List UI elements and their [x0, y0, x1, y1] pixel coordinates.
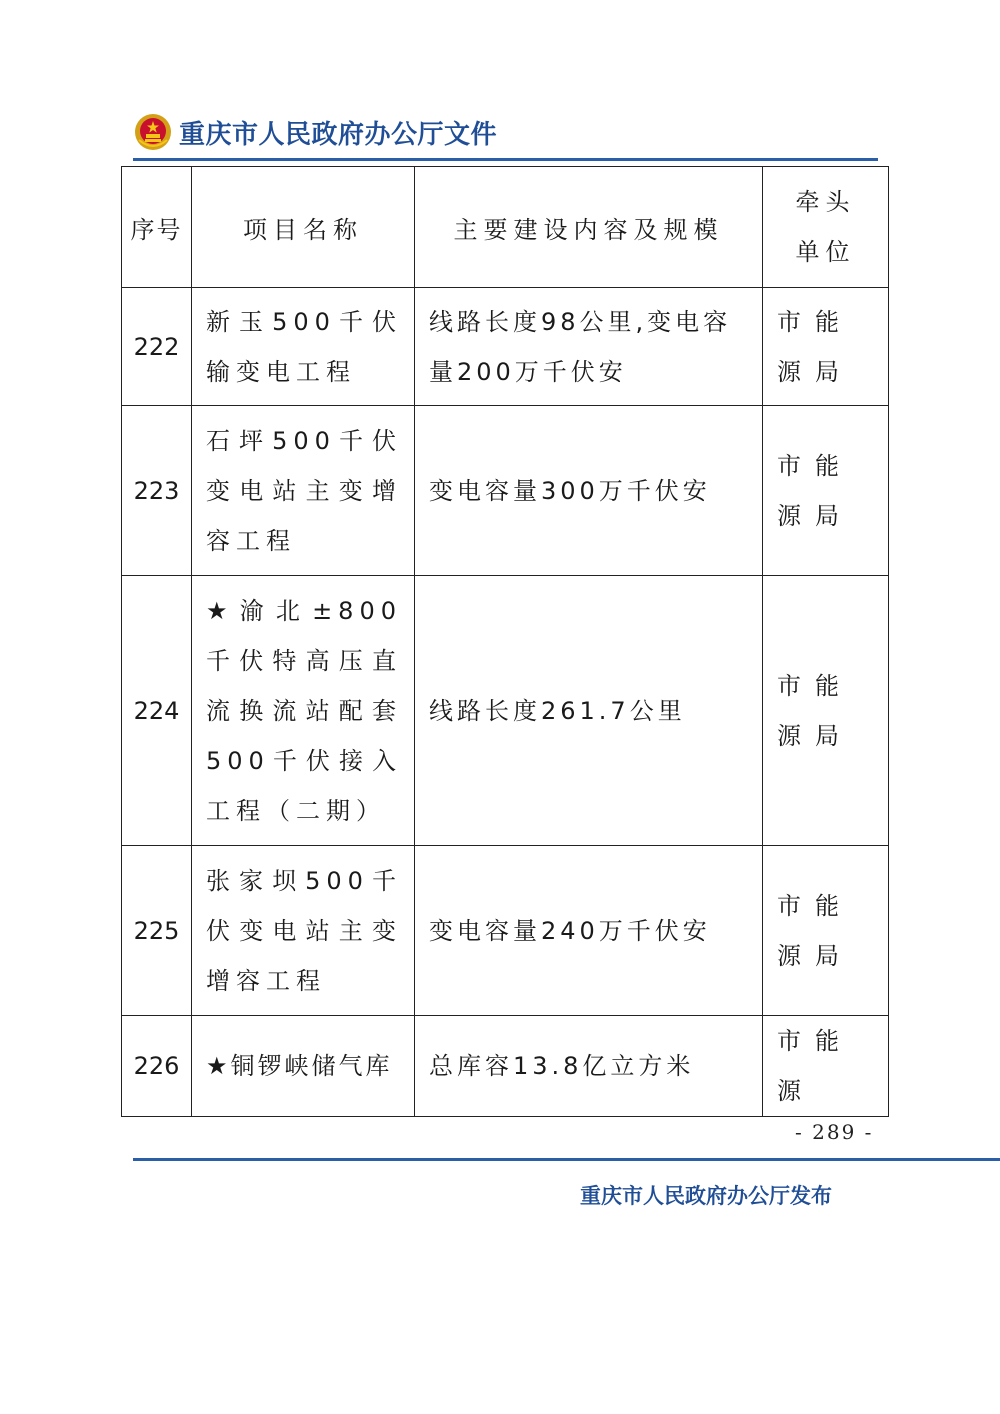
row-content: 变电容量240万千伏安: [415, 846, 763, 1016]
page-number: - 289 -: [795, 1120, 874, 1144]
row-lead-unit: 市能源局: [763, 288, 889, 406]
row-content: 变电容量300万千伏安: [415, 406, 763, 576]
table-row: [122, 1016, 889, 1117]
row-lead-unit: 市能源: [763, 1016, 889, 1117]
footer-divider: [133, 1158, 1000, 1161]
table-row: [122, 288, 889, 406]
table-header-row: [122, 167, 889, 288]
row-project-name: 新玉500千伏输变电工程: [192, 288, 415, 406]
row-seq: 222: [122, 288, 192, 406]
row-lead-unit: 市能源局: [763, 846, 889, 1016]
header-project-name: 项目名称: [192, 167, 415, 288]
header-seq: 序号: [122, 167, 192, 288]
row-project-name: 张家坝500千伏变电站主变增容工程: [192, 846, 415, 1016]
table-row: [122, 576, 889, 846]
header-lead-unit: [763, 167, 889, 288]
header-divider: [133, 158, 878, 161]
document-title: 重庆市人民政府办公厅文件: [179, 119, 498, 150]
national-emblem-icon: [133, 112, 173, 152]
table-row: [122, 846, 889, 1016]
row-lead-unit: 市能源局: [763, 406, 889, 576]
row-seq: 223: [122, 406, 192, 576]
row-seq: 224: [122, 576, 192, 846]
row-content: 线路长度261.7公里: [415, 576, 763, 846]
document-header: [133, 112, 497, 152]
header-content: 主要建设内容及规模: [415, 167, 763, 288]
row-seq: 225: [122, 846, 192, 1016]
row-content: 总库容13.8亿立方米: [415, 1016, 763, 1117]
row-lead-unit: 市能源局: [763, 576, 889, 846]
project-table: [121, 166, 889, 1117]
table-row: [122, 406, 889, 576]
header-lead-unit-label: 牵头单位: [795, 188, 856, 266]
row-content: 线路长度98公里,变电容量200万千伏安: [415, 288, 763, 406]
row-seq: 226: [122, 1016, 192, 1117]
publisher-label: 重庆市人民政府办公厅发布: [580, 1183, 832, 1208]
row-project-name: ★铜锣峡储气库: [192, 1016, 415, 1117]
row-project-name: ★渝北±800千伏特高压直流换流站配套500千伏接入工程（二期）: [192, 576, 415, 846]
row-project-name: 石坪500千伏变电站主变增容工程: [192, 406, 415, 576]
